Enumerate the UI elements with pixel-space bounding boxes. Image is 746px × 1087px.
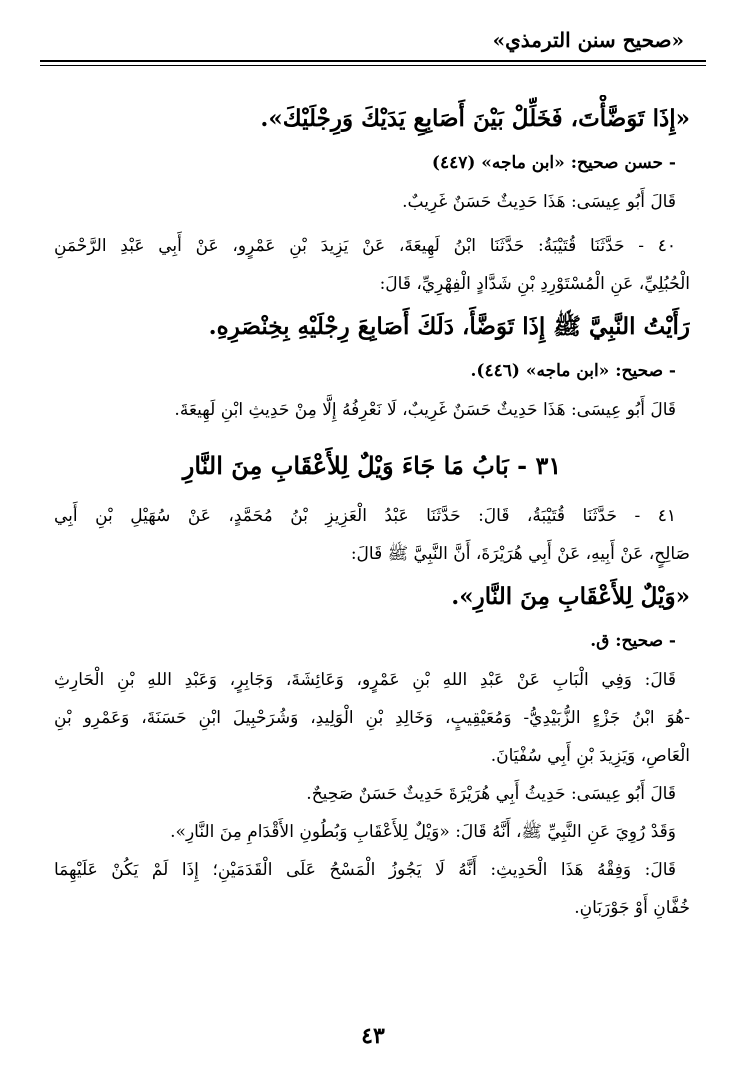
hadith-40-isnad-line-2: الْحُبُلِيِّ، عَنِ الْمُسْتَوْرِدِ بْنِ شَدَّادٍ الْفِهْرِيِّ، قَالَ: — [379, 274, 690, 294]
hadith-39-comment: قَالَ أَبُو عِيسَى: هَذَا حَدِيثٌ حَسَنٌ غَرِيبٌ. — [402, 192, 676, 212]
hadith-40-isnad-line-1: ٤٠ - حَدَّثَنَا قُتَيْبَةُ: حَدَّثَنَا ابْنُ لَهِيعَةَ، عَنْ يَزِيدَ بْنِ عَمْرٍو، عَنْ أَبِي عَبْدِ الرَّحْمَنِ — [54, 236, 676, 256]
hadith-41-bab-line-2: -هُوَ ابْنُ جَزْءٍ الزُّبَيْدِيُّ- وَمُعَيْقِيبٍ، وَخَالِدِ بْنِ الْوَلِيدِ، وَشُرَحْبِيلَ ابْنِ حَسَنَةَ، وَعَمْرِو بْنِ — [54, 708, 690, 728]
chapter-31-title: ٣١ - بَابُ مَا جَاءَ وَيْلٌ لِلأَعْقَابِ مِنَ النَّارِ — [182, 451, 562, 480]
hadith-41-fiqh-line-1: قَالَ: وَفِقْهُ هَذَا الْحَدِيثِ: أَنَّهُ لَا يَجُوزُ الْمَسْحُ عَلَى الْقَدَمَيْنِ؛ إِذَا لَمْ يَكُنْ عَلَيْهِمَا — [54, 860, 676, 880]
running-header — [40, 22, 706, 62]
hadith-41-fiqh-line-2: خُفَّانِ أَوْ جَوْرَبَانِ. — [574, 898, 690, 918]
hadith-41-bab-line-3: الْعَاصِ، وَيَزِيدَ بْنِ أَبِي سُفْيَانَ. — [490, 746, 690, 766]
hadith-41-grade: - صحيح: ق. — [590, 631, 676, 651]
book-title: «صحيح سنن الترمذي» — [492, 28, 684, 52]
hadith-41-comment-1: قَالَ أَبُو عِيسَى: حَدِيثُ أَبِي هُرَيْرَةَ حَدِيثٌ حَسَنٌ صَحِيحٌ. — [306, 784, 676, 804]
hadith-40-matn: رَأَيْتُ النَّبِيَّ ﷺ إِذَا تَوَضَّأَ، دَلَكَ أَصَابِعَ رِجْلَيْهِ بِخِنْصَرِهِ. — [208, 313, 690, 340]
hadith-40-comment: قَالَ أَبُو عِيسَى: هَذَا حَدِيثٌ حَسَنٌ غَرِيبٌ، لَا نَعْرِفُهُ إِلَّا مِنْ حَدِيثِ ابْنِ لَهِيعَةَ. — [174, 400, 676, 420]
hadith-39-grade: - حسن صحيح: «ابن ماجه» (٤٤٧) — [431, 153, 676, 173]
hadith-39-matn: «إِذَا تَوَضَّأْتَ، فَخَلِّلْ بَيْنَ أَصَابِعِ يَدَيْكَ وَرِجْلَيْكَ». — [260, 105, 690, 132]
hadith-41-comment-2: وَقَدْ رُوِيَ عَنِ النَّبِيِّ ﷺ، أَنَّهُ قَالَ: «وَيْلٌ لِلأَعْقَابِ وَبُطُونِ الأَقْدَامِ مِنَ النَّارِ». — [170, 822, 676, 842]
hadith-40-grade: - صحيح: «ابن ماجه» (٤٤٦). — [470, 361, 676, 381]
hadith-41-matn: «وَيْلٌ لِلأَعْقَابِ مِنَ النَّارِ». — [451, 583, 690, 610]
hadith-41-bab-line-1: قَالَ: وَفِي الْبَابِ عَنْ عَبْدِ اللهِ بْنِ عَمْرٍو، وَعَائِشَةَ، وَجَابِرٍ، وَعَبْدِ اللهِ بْنِ الْحَارِثِ — [54, 670, 676, 690]
header-rule — [40, 60, 706, 62]
hadith-41-isnad-line-1: ٤١ - حَدَّثَنَا قُتَيْبَةُ، قَالَ: حَدَّثَنَا عَبْدُ الْعَزِيزِ بْنُ مُحَمَّدٍ، عَنْ سُهَيْلِ بْنِ أَبِي — [54, 506, 676, 526]
hadith-41-isnad-line-2: صَالِحٍ، عَنْ أَبِيهِ، عَنْ أَبِي هُرَيْرَةَ، أَنَّ النَّبِيَّ ﷺ قَالَ: — [350, 544, 690, 564]
header-rule-thin — [40, 65, 706, 66]
page-body — [54, 95, 690, 927]
page-number: ٤٣ — [361, 1023, 385, 1049]
